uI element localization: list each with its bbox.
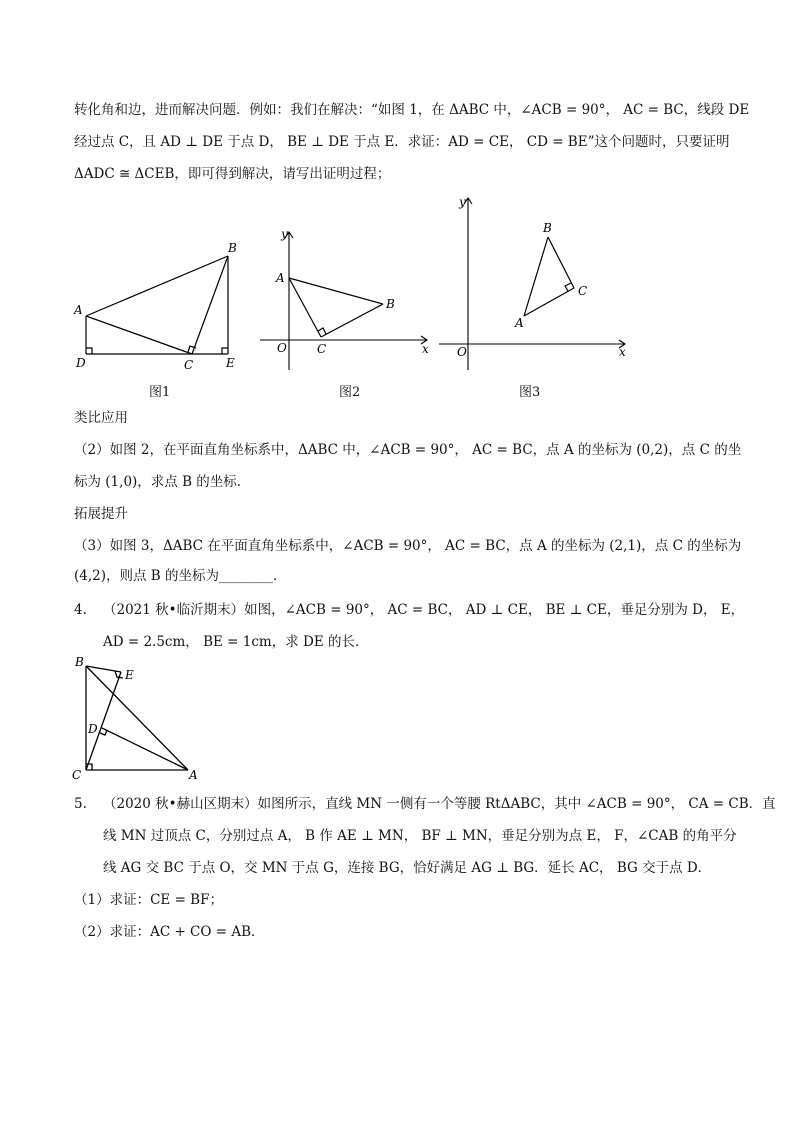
- fig4-label-b: B: [75, 655, 84, 669]
- fig1-segment-ac: [86, 316, 192, 354]
- fig1-label-d: D: [76, 356, 86, 370]
- figure-4: [66, 654, 206, 784]
- problem4-line1: （2021 秋•临沂期末）如图，∠ACB = 90°， AC = BC， AD ⊥ CE， BE ⊥ CE，垂足分别为 D， E，: [103, 602, 745, 618]
- fig1-label-b: B: [228, 241, 237, 255]
- problem5-line3: 线 AG 交 BC 于点 O，交 MN 于点 G，连接 BG，恰好满足 AG ⊥ BG．延长 AC， BG 交于点 D．: [103, 860, 712, 876]
- fig1-caption: 图1: [149, 385, 171, 400]
- figure-2: [255, 222, 435, 372]
- fig3-label-x: x: [619, 345, 626, 359]
- fig4-right-angle-d: [100, 730, 107, 735]
- fig2-caption: 图2: [339, 385, 361, 400]
- heading-analogy: 类比应用: [74, 410, 128, 426]
- problem5-line2: 线 MN 过顶点 C，分别过点 A， B 作 AE ⊥ MN， BF ⊥ MN，垂足分别为点 E， F，∠CAB 的角平分: [103, 828, 737, 844]
- fig4-segment-ab: [86, 666, 188, 770]
- problem3-intro-line2: 经过点 C，且 AD ⊥ DE 于点 D， BE ⊥ DE 于点 E．求证：AD = CE， CD = BE”这个问题时，只要证明: [74, 134, 730, 150]
- problem3-intro-line1: 转化角和边，进而解决问题．例如：我们在解决：“如图 1，在 ΔABC 中，∠ACB = 90°， AC = BC，线段 DE: [74, 102, 750, 118]
- problem4-line2: AD = 2.5cm， BE = 1cm，求 DE 的长．: [103, 634, 369, 650]
- fig2-label-c: C: [317, 342, 327, 356]
- fig3-label-y: y: [459, 195, 466, 209]
- fig4-label-e: E: [125, 668, 134, 682]
- fig4-label-a: A: [189, 768, 198, 782]
- fig1-right-angle-e: [222, 348, 228, 354]
- q3-line1: （3）如图 3，ΔABC 在平面直角坐标系中，∠ACB = 90°， AC = BC，点 A 的坐标为 (2,1)，点 C 的坐标为: [74, 538, 742, 554]
- fig1-label-a: A: [74, 303, 83, 317]
- problem5-part2: （2）求证：AC + CO = AB．: [74, 924, 265, 940]
- problem5-part1: （1）求证：CE = BF；: [74, 892, 223, 908]
- problem5-number: 5.: [74, 796, 87, 812]
- fig4-label-c: C: [72, 768, 82, 782]
- fig2-segment-bc: [321, 304, 383, 337]
- fig2-label-x: x: [422, 342, 429, 356]
- problem5-line1: （2020 秋•赫山区期末）如图所示，直线 MN 一侧有一个等腰 RtΔABC，其中 ∠ACB = 90°， CA = CB．直: [103, 796, 776, 812]
- figure-3: [435, 190, 635, 375]
- heading-extension: 拓展提升: [74, 506, 128, 522]
- fig2-label-a: A: [276, 271, 285, 285]
- problem3-intro-line3: ΔADC ≅ ΔCEB，即可得到解决，请写出证明过程；: [74, 166, 391, 182]
- fig4-segment-ce: [86, 672, 121, 770]
- fig2-segment-ac: [289, 278, 321, 337]
- fig2-segment-ab: [289, 278, 383, 304]
- q3-line2: (4,2)，则点 B 的坐标为________．: [74, 568, 287, 584]
- fig1-segment-bc: [192, 256, 228, 354]
- problem4-number: 4.: [74, 602, 87, 618]
- fig4-segment-ad: [102, 728, 188, 770]
- figure-1: [70, 236, 250, 376]
- fig1-right-angle-d: [86, 348, 92, 354]
- fig1-label-c: C: [184, 358, 194, 372]
- fig2-label-y: y: [281, 227, 288, 241]
- fig1-label-e: E: [226, 356, 235, 370]
- fig3-label-o: O: [457, 345, 467, 359]
- q2-line2: 标为 (1,0)，求点 B 的坐标．: [74, 474, 251, 490]
- fig3-segment-bc: [548, 237, 574, 288]
- fig2-label-b: B: [386, 297, 395, 311]
- fig3-caption: 图3: [519, 385, 541, 400]
- fig2-label-o: O: [277, 341, 287, 355]
- fig3-label-c: C: [578, 284, 588, 298]
- fig4-label-d: D: [88, 722, 98, 736]
- fig1-segment-ab: [86, 256, 228, 316]
- q2-line1: （2）如图 2，在平面直角坐标系中，ΔABC 中，∠ACB = 90°， AC = BC，点 A 的坐标为 (0,2)，点 C 的坐: [74, 442, 742, 458]
- fig3-label-a: A: [515, 316, 524, 330]
- fig3-label-b: B: [543, 221, 552, 235]
